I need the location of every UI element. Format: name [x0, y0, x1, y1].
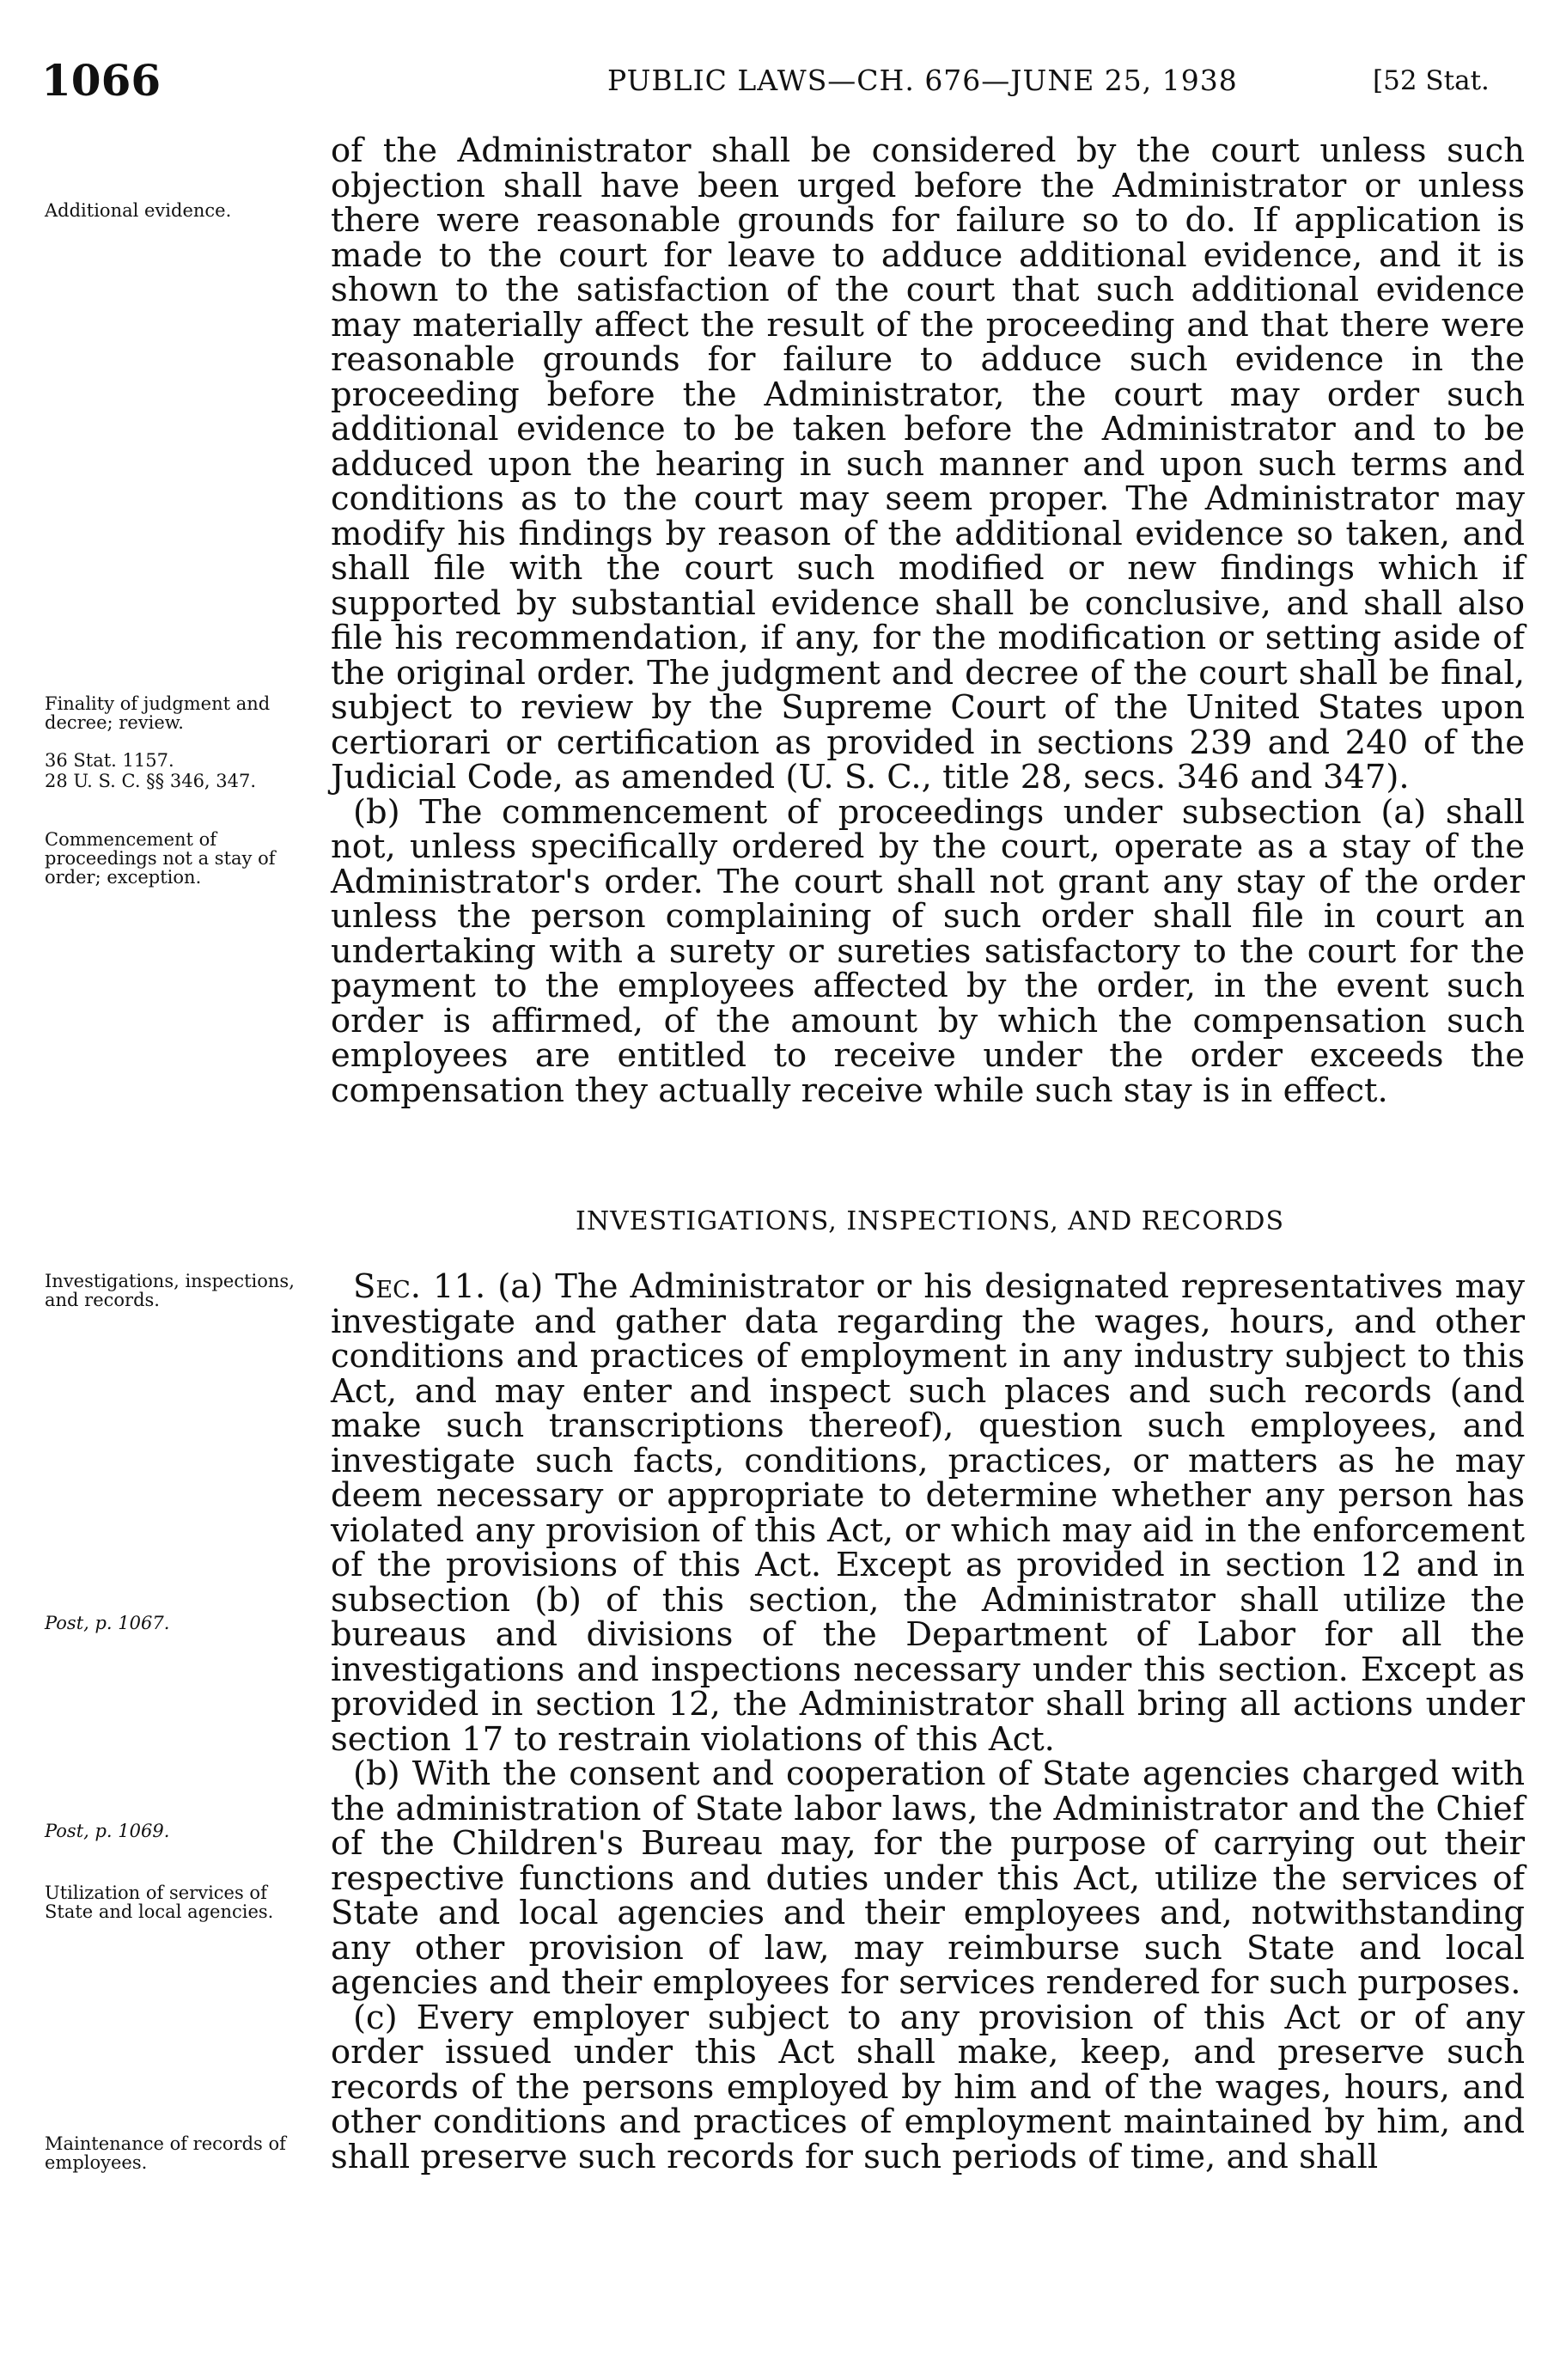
margin-note-post-1067: Post, p. 1067.	[45, 1613, 170, 1633]
margin-note-commencement: Commencement of proceedings not a stay of order; exception.	[45, 829, 276, 888]
paragraph-sec11-c: (c) Every employer subject to any provision of this Act or of any order issued under this Act shall make, keep, and preserve such records of the persons employed by him and of the wages, hours, and other conditions and practices of employment maintained by him, and shall preserve such records for such periods of time, and shall	[331, 1998, 1525, 2176]
sec11-a-text: (a) The Administrator or his designated representatives may investigate and gather data regarding the wages, hours, and other conditions and practices of employment in any industry subject to this Act, and may enter and inspect such places and such records (and make such transcriptions thereof), question such employees, and investigate such facts, conditions, practices, or matters as he may deem necessary or appropriate to determine whether any person has violated any provision of this Act, or which may aid in the enforcement of the provisions of this Act. Except as provided in section 12 and in subsection (b) of this section, the Administrator shall utilize the bureaus and divisions of the Department of Labor for all the investigations and inspections necessary under this section. Except as provided in section 12, the Administrator shall bring all actions under section 17 to restrain violations of this Act.	[331, 1267, 1525, 1759]
paragraph-b-stay: (b) The commencement of proceedings under subsection (a) shall not, unless specifically ordered by the court, operate as a stay of the Administrator's order. The court shall not grant any stay of the order unless the person complaining of such order shall file in court an undertaking with a surety or sureties satisfactory to the court for the payment to the employees affected by the order, in the event such order is affirmed, of the amount by which the compensation such employees are entitled to receive under the order exceeds the compensation they actually receive while such stay is in effect.	[331, 792, 1525, 1110]
margin-note-stat-cite: 36 Stat. 1157.	[45, 750, 174, 771]
margin-note-post-1069: Post, p. 1069.	[45, 1821, 170, 1841]
paragraph-sec11-a	[331, 1267, 1525, 1759]
margin-note-investigations: Investigations, inspections, and records.	[45, 1271, 295, 1310]
margin-note-utilization: Utilization of services of State and local agencies.	[45, 1883, 274, 1922]
margin-note-maintenance: Maintenance of records of employees.	[45, 2133, 286, 2173]
section-label: Sec. 11.	[353, 1267, 486, 1306]
statute-reference: [52 Stat.	[1373, 65, 1490, 96]
paragraph-sec11-b: (b) With the consent and cooperation of State agencies charged with the administration of State labor laws, the Administrator and the Chief of the Children's Bureau may, for the purpose of carrying out their respective functions and duties under this Act, utilize the services of State and local agencies and their employees and, notwithstanding any other provision of law, may reimburse such State and local agencies and their employees for services rendered for such purposes.	[331, 1754, 1525, 2002]
margin-note-finality: Finality of judgment and decree; review.	[45, 693, 271, 733]
margin-note-additional-evidence: Additional evidence.	[45, 200, 232, 221]
body-block-continuation	[331, 131, 1525, 1110]
margin-note-usc-cite: 28 U. S. C. §§ 346, 347.	[45, 771, 257, 791]
paragraph-continuation: of the Administrator shall be considered by the court unless such objection shall have been urged before the Administrator or unless there were reasonable grounds for failure so to do. If application is made to the court for leave to adduce additional evidence, and it is shown to the satisfaction of the court that such additional evidence may materially affect the result of the proceeding and that there were reasonable grounds for failure to adduce such evidence in the proceeding before the Administrator, the court may order such additional evidence to be taken before the Administrator and to be adduced upon the hearing in such manner and upon such terms and conditions as to the court may seem proper. The Administrator may modify his findings by reason of the additional evidence so taken, and shall file with the court such modified or new findings which if supported by substantial evidence shall be conclusive, and shall also file his recommendation, if any, for the modification or setting aside of the original order. The judgment and decree of the court shall be final, subject to review by the Supreme Court of the United States upon certiorari or certification as provided in sections 239 and 240 of the Judicial Code, as amended (U. S. C., title 28, secs. 346 and 347).	[331, 131, 1525, 796]
running-head: PUBLIC LAWS—CH. 676—JUNE 25, 1938	[607, 64, 1238, 97]
body-block-section-11	[331, 1267, 1525, 2176]
page-number: 1066	[41, 55, 161, 106]
section-heading: INVESTIGATIONS, INSPECTIONS, AND RECORDS	[576, 1206, 1285, 1236]
